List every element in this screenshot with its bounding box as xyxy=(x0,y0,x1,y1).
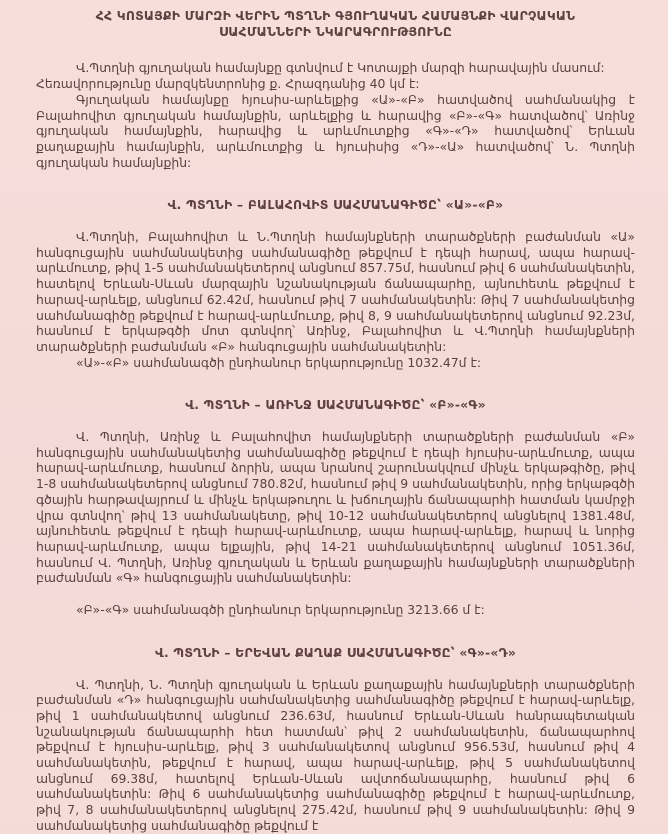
section-heading-b-g: Վ. ՊՏՂՆԻ – ԱՌԻՆՋ ՍԱՀՄԱՆԱԳԻԾԸ՝ «Բ»-«Գ» xyxy=(185,397,486,413)
title-line-1: ՀՀ ԿՈՏԱՅՔԻ ՄԱՐԶԻ ՎԵՐԻՆ ՊՏՂՆԻ ԳՅՈՒՂԱԿԱՆ ՀԱՄԱՅՆՔԻ ՎԱՐՉԱԿԱՆ xyxy=(95,8,576,23)
section-a-b-total: «Ա»-«Բ» սահմանագծի ընդհանուր երկարությունը 1032.47մ է: xyxy=(76,354,481,370)
intro-paragraph-3: Գյուղական համայնքը հյուսիս-արևելքից «Ա»-«Բ» հատվածով սահմանակից է Բալահովիտ գյուղական համայնքին, արևելքից և հարավից «Բ»-«Գ» հատվածով՝ Առինջ գյուղական համայնքին, հարավից և արևմուտքից «Գ»-«Դ» հատվածով՝ Երևան քաղաքային համայնքին, արևմուտքից և հյուսիսից «Դ»-«Ա» հատվածով՝ Ն. Պտղնի գյուղական համայնքին: xyxy=(36,91,635,170)
section-b-g-total: «Բ»-«Գ» սահմանագծի ընդհանուր երկարությունը 3213.66 մ է: xyxy=(76,602,485,618)
intro-paragraph-2: Հեռավորությունը մարզկենտրոնից ք. Հրազդանից 40 կմ է: xyxy=(36,76,420,92)
section-heading-g-d: Վ. ՊՏՂՆԻ – ԵՐԵՎԱՆ ՔԱՂԱՔ ՍԱՀՄԱՆԱԳԻԾԸ՝ «Գ»-«Դ» xyxy=(154,644,517,660)
document-title xyxy=(36,8,635,39)
section-heading-a-b: Վ. ՊՏՂՆԻ – ԲԱԼԱՀՈՎԻՏ ՍԱՀՄԱՆԱԳԻԾԸ՝ «Ա»-«Բ» xyxy=(167,197,504,213)
section-b-g-body: Վ. Պտղնի, Առինջ և Բալահովիտ համայնքների տարածքների բաժանման «Բ» հանգուցային սահմանակետից սահմանագիծը թեքվում է դեպի հյուսիս-արևմուտք, ապա հարավ-արևմուտք, հասնում ձորին, ապա նրանով շարունակվում մինչև երկաթգիծը, թիվ 1-8 սահմանակետերով անցնում 780.82մ, հասնում թիվ 9 սահմանակետին, որից երկաթգծի գծային հարթավայրում և մինչև երկաթուղու և խճուղային ճանապարհի հատման կամրջի վրա գտնվող՝ թիվ 13 սահմանակետը, թիվ 10-12 սահմանակետերով անցնելով 1381.48մ, այնուհետև թեքվում է դեպի հարավ-արևմուտք, ապա հարավ-արևելք, հարավ և նորից հարավ-արևմուտք, ապա ելքային, թիվ 14-21 սահմանակետերով անցնում 1051.36մ, հասնում Վ. Պտղնի, Առինջ գյուղական և Երևան քաղաքային համայնքների տարածքների բաժանման «Գ» հանգուցային սահմանակետին: xyxy=(36,429,635,586)
section-g-d-body: Վ. Պտղնի, Ն. Պտղնի գյուղական և Երևան քաղաքային համայնքների տարածքների բաժանման «Դ» հանգուցային սահմանակետից սահմանագիծը թեքվում է հարավ-արևելք, թիվ 1 սահմանակետով անցնում 236.63մ, հասնում Երևան-Սևան հանրապետական նշանակության ճանապարհի հետ հատման՝ թիվ 2 սահմանակետին, ճանապարհով թեքվում է հյուսիս-արևելք, թիվ 3 սահմանակետով անցնում 956.53մ, հասնում թիվ 4 սահմանակետին, թեքվում է հարավ, ապա հարավ-արևելք, թիվ 5 սահմանակետով անցնում 69.38մ, հատելով Երևան-Սևան ավտոճանապարհը, հասնում թիվ 6 սահմանակետին: Թիվ 6 սահմանակետից սահմանագիծը թեքվում է հարավ-արևմուտք, թիվ 7, 8 սահմանակետերով անցնելով 275.42մ, հասնում թիվ 9 սահմանակետին: Թիվ 9 սահմանակետից սահմանագիծը թեքվում է xyxy=(36,676,635,833)
section-a-b-body: Վ.Պտղնի, Բալահովիտ և Ն.Պտղնի համայնքների տարածքների բաժանման «Ա» հանգուցային սահմանակետից սահմանագիծը թեքվում է դեպի հարավ, ապա հարավ-արևմուտք, թիվ 1-5 սահմանակետերով անցնում 857.75մ, հասնում թիվ 6 սահմանակետին, հատելով Երևան-Սևան մարզային նշանակության ճանապարհը, այնուհետև թեքվում է հարավ-արևելք, անցնում 62.42մ, հասնում թիվ 7 սահմանակետին: Թիվ 7 սահմանակետից սահմանագիծը թեքվում է հարավ-արևմուտք, թիվ 8, 9 սահմանակետերով անցնում 92.23մ, հասնում է երկաթգծի մոտ գտնվող՝ Առինջ, Բալահովիտ և Վ.Պտղնի համայնքների տարածքների բաժանման «Բ» հանգուցային սահմանակետին: xyxy=(36,229,635,354)
title-line-2: ՍԱՀՄԱՆՆԵՐԻ ՆԿԱՐԱԳՐՈՒԹՅՈՒՆԸ xyxy=(219,23,452,39)
intro-paragraph-1: Վ.Պտղնի գյուղական համայնքը գտնվում է Կոտայքի մարզի հարավային մասում: xyxy=(76,60,605,76)
